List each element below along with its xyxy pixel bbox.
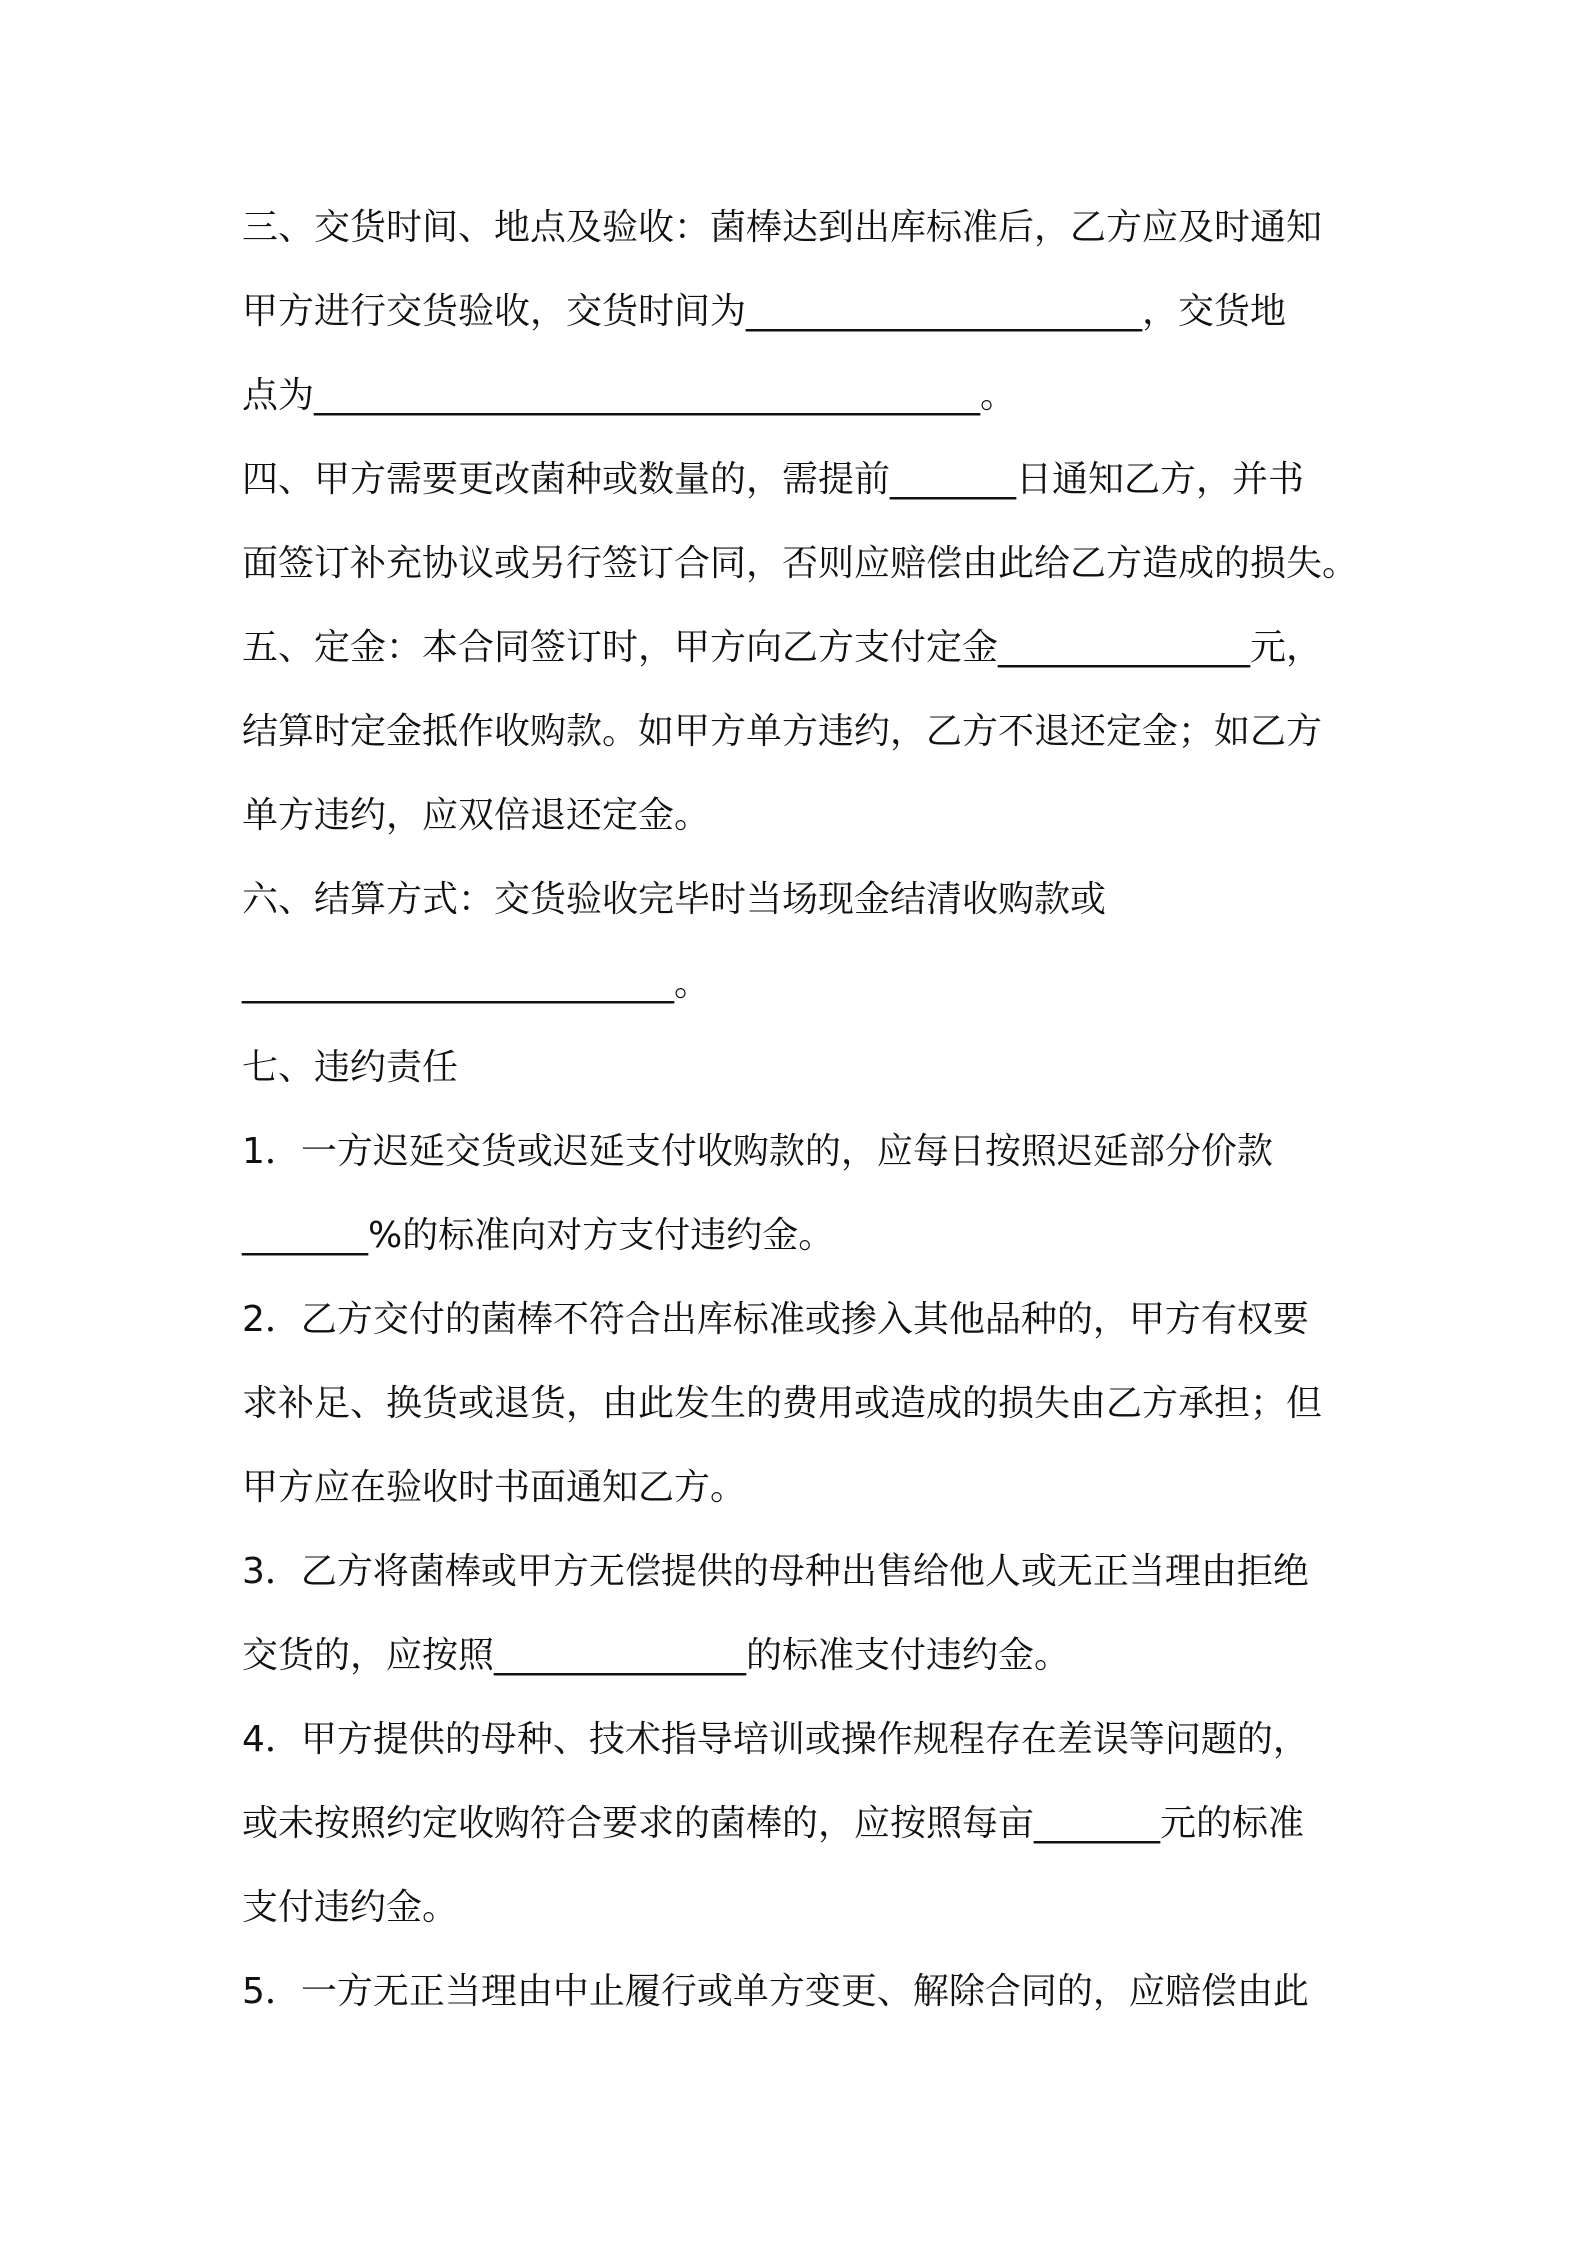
item-3-line-2: 交货的，应按照______________的标准支付违约金。 <box>242 1635 1071 1676</box>
clause-7-heading: 七、违约责任 <box>242 1047 459 1088</box>
item-4-line-2: 或未按照约定收购符合要求的菌棒的，应按照每亩_______元的标准 <box>242 1803 1305 1844</box>
clause-6-line-1: 六、结算方式：交货验收完毕时当场现金结清收购款或 <box>242 879 1107 920</box>
clause-3-line-1: 三、交货时间、地点及验收：菌棒达到出库标准后，乙方应及时通知 <box>242 207 1323 248</box>
clause-4-line-2: 面签订补充协议或另行签订合同，否则应赔偿由此给乙方造成的损失。 <box>242 543 1359 584</box>
clause-3-line-3: 点为_____________________________________。 <box>242 375 1016 416</box>
item-3-line-1: 3．乙方将菌棒或甲方无偿提供的母种出售给他人或无正当理由拒绝 <box>242 1551 1309 1592</box>
clause-6-line-2: ________________________。 <box>242 963 710 1004</box>
item-4-line-3: 支付违约金。 <box>242 1887 459 1928</box>
item-2-line-2: 求补足、换货或退货，由此发生的费用或造成的损失由乙方承担；但 <box>242 1383 1323 1424</box>
item-1-line-2: _______%的标准向对方支付违约金。 <box>242 1215 835 1256</box>
clause-4-line-1: 四、甲方需要更改菌种或数量的，需提前_______日通知乙方，并书 <box>242 459 1305 500</box>
clause-3-line-2: 甲方进行交货验收，交货时间为______________________，交货地 <box>242 291 1287 332</box>
item-1-line-1: 1．一方迟延交货或迟延支付收购款的，应每日按照迟延部分价款 <box>242 1131 1273 1172</box>
clause-5-line-1: 五、定金：本合同签订时，甲方向乙方支付定金______________元， <box>242 627 1323 668</box>
item-5-line-1: 5．一方无正当理由中止履行或单方变更、解除合同的，应赔偿由此 <box>242 1971 1309 2012</box>
clause-5-line-3: 单方违约，应双倍退还定金。 <box>242 795 711 836</box>
item-4-line-1: 4．甲方提供的母种、技术指导培训或操作规程存在差误等问题的， <box>242 1719 1309 1760</box>
clause-5-line-2: 结算时定金抵作收购款。如甲方单方违约，乙方不退还定金；如乙方 <box>242 711 1323 752</box>
item-2-line-1: 2．乙方交付的菌棒不符合出库标准或掺入其他品种的，甲方有权要 <box>242 1299 1309 1340</box>
item-2-line-3: 甲方应在验收时书面通知乙方。 <box>242 1467 747 1508</box>
